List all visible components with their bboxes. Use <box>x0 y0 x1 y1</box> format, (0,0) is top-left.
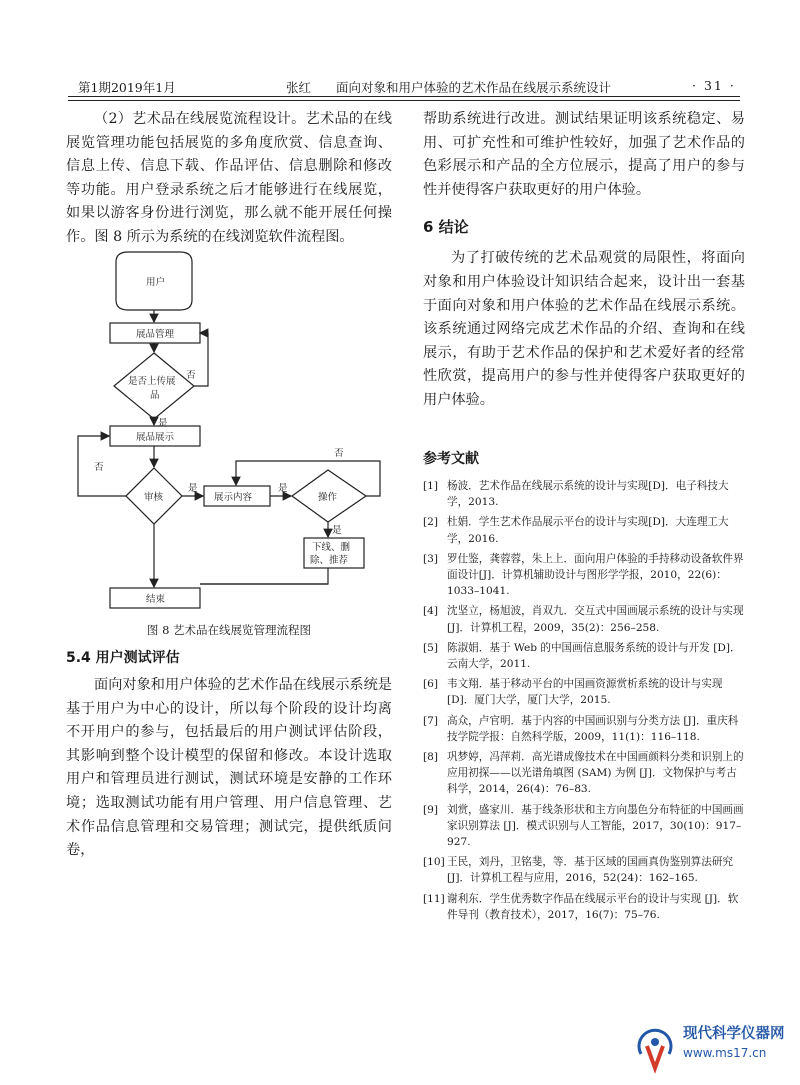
reference-item <box>423 854 745 886</box>
watermark-url: www.ms17.cn <box>683 1046 767 1060</box>
reference-number: [9] <box>423 803 439 816</box>
site-watermark <box>633 1022 793 1082</box>
reference-item <box>423 514 745 546</box>
flow-label-manage: 展品管理 <box>136 329 175 340</box>
figure-caption: 图 8 艺术品在线展览管理流程图 <box>146 623 312 637</box>
page-number: · 31 · <box>692 78 736 93</box>
reference-item <box>423 802 745 851</box>
reference-number: [6] <box>423 678 439 691</box>
header-rule-thick <box>68 96 740 97</box>
flow-label-action2: 除、推荐 <box>310 555 349 566</box>
reference-number: [1] <box>423 480 439 492</box>
reference-number: [3] <box>423 552 439 565</box>
reference-item <box>423 603 745 635</box>
references-list <box>423 478 745 923</box>
flow-label-no-upload: 否 <box>186 370 196 381</box>
reference-item <box>423 713 745 745</box>
reference-text: 刘赏，盛家川．基于线条形状和主方向墨色分布特征的中国画画家识别算法 [J]．模式识别与人工智能，2017，30(10)：917–927. <box>447 803 744 849</box>
section-heading-5-4: 5.4 用户测试评估 <box>66 650 180 666</box>
paragraph-testing-result: 帮助系统进行改进。测试结果证明该系统稳定、易用、可扩充性和可维护性较好，加强了艺术作品的色彩展示和产品的全方位展示，提高了用户的参与性并使得客户获取更好的用户体验。 <box>423 111 745 198</box>
reference-number: [11] <box>423 892 445 905</box>
reference-text: 杜娟．学生艺术作品展示平台的设计与实现[D]．大连理工大学，2016. <box>447 516 729 545</box>
reference-number: [8] <box>423 751 439 764</box>
reference-number: [10] <box>423 856 445 869</box>
right-column <box>423 108 745 413</box>
running-header-issue: 第1期2019年1月 <box>78 80 176 95</box>
reference-text: 高众，卢官明．基于内容的中国画识别与分类方法 [J]．重庆科技学院学报：自然科学版，2009，11(1)：116–118. <box>447 714 739 743</box>
flow-label-review: 审核 <box>144 492 164 503</box>
reference-text: 沈坚立，杨旭波，肖双九．交互式中国画展示系统的设计与实现[J]．计算机工程，2009，35(2)：256–258. <box>447 605 744 634</box>
flow-label-yes-operate: 是 <box>332 525 342 536</box>
reference-number: [7] <box>423 714 439 727</box>
flow-label-no-operate: 否 <box>334 448 344 459</box>
flow-label-content: 展示内容 <box>214 492 253 503</box>
flow-label-end: 结束 <box>146 594 166 605</box>
reference-item <box>423 749 745 798</box>
left-column-lower <box>66 647 392 863</box>
paragraph-user-testing: 面向对象和用户体验的艺术作品在线展示系统是基于用户为中心的设计，所以每个阶段的设计均离不开用户的参与，包括最后的用户测试评估阶段，其影响到整个设计模型的保留和修改。本设计选取用户和管理员进行测试，测试环境是安静的工作环境；选取测试功能有用户管理、用户信息管理、艺术作品信息管理和交易管理；测试完，提供纸质问卷， <box>66 677 392 859</box>
flow-label-yes-content: 是 <box>278 483 288 494</box>
reference-text: 王民，刘丹，卫铭斐，等．基于区域的国画真伪鉴别算法研究[J]．计算机工程与应用，2016，52(24)：162–165. <box>447 856 734 885</box>
reference-number: [5] <box>423 641 439 654</box>
reference-item <box>423 640 745 672</box>
flow-label-display: 展品展示 <box>136 432 175 443</box>
reference-number: [4] <box>423 605 439 618</box>
reference-text: 巩梦婷，冯萍莉．高光谱成像技术在中国画颜料分类和识别上的应用初探——以光谱角填图 (SAM) 为例 [J]．文物保护与考古科学，2014，26(4)：76–83. <box>447 751 744 796</box>
reference-text: 韦文翔．基于移动平台的中国画资源赏析系统的设计与实现[D]．厦门大学，厦门大学，2015. <box>447 678 723 707</box>
reference-text: 陈淑娟．基于 Web 的中国画信息服务系统的设计与开发 [D]．云南大学，2011. <box>447 641 741 671</box>
references-heading: 参考文献 <box>423 451 479 467</box>
running-header-title: 张红 面向对象和用户体验的艺术作品在线展示系统设计 <box>286 80 612 95</box>
reference-item <box>423 478 745 510</box>
reference-number: [2] <box>423 516 439 529</box>
section-heading-6: 6 结论 <box>423 218 469 237</box>
flow-label-upload-q2: 品 <box>150 390 160 401</box>
flow-label-yes-upload: 是 <box>158 418 168 429</box>
flow-label-user: 用户 <box>146 277 166 288</box>
reference-item <box>423 891 745 923</box>
reference-text: 杨波．艺术作品在线展示系统的设计与实现[D]．电子科技大学，2013. <box>447 480 729 509</box>
reference-text: 谢利东．学生优秀数字作品在线展示平台的设计与实现 [J]．软件导刊（教育技术），2017，16(7)：75–76. <box>447 892 739 921</box>
watermark-title: 现代科学仪器网 <box>683 1026 785 1042</box>
reference-item <box>423 676 745 708</box>
header-rule-thin <box>68 100 740 101</box>
references-section <box>423 448 745 927</box>
paragraph-conclusion: 为了打破传统的艺术品观赏的局限性，将面向对象和用户体验设计知识结合起来，设计出一套基于面向对象和用户体验的艺术作品在线展示系统。该系统通过网络完成艺术作品的介绍、查询和在线展示，有助于艺术作品的保护和艺术爱好者的经常性欣赏，提高用户的参与性并使得客户获取更好的用户体验。 <box>423 250 745 408</box>
paragraph-exhibition-flow: （2）艺术品在线展览流程设计。艺术品的在线展览管理功能包括展览的多角度欣赏、信息查询、信息上传、信息下载、作品评估、信息删除和修改等功能。用户登录系统之后才能够进行在线展览，如果以游客身份进行浏览，那么就不能开展任何操作。图 8 所示为系统的在线浏览软件流程图。 <box>66 111 392 245</box>
watermark-logo-icon <box>633 1024 677 1074</box>
flow-label-action1: 下线、删 <box>312 542 351 553</box>
flowchart-figure-8 <box>66 248 396 620</box>
flow-label-no-review: 否 <box>94 462 104 473</box>
reference-item <box>423 551 745 600</box>
left-column <box>66 108 392 250</box>
flow-label-yes-review: 是 <box>188 483 198 494</box>
flow-label-operate: 操作 <box>318 492 338 503</box>
reference-text: 罗仕鉴，龚蓉蓉，朱上上．面向用户体验的手持移动设备软件界面设计[J]．计算机辅助设计与图形学学报，2010，22(6)：1033–1041. <box>447 552 744 598</box>
flow-label-upload-q1: 是否上传展 <box>128 376 176 387</box>
